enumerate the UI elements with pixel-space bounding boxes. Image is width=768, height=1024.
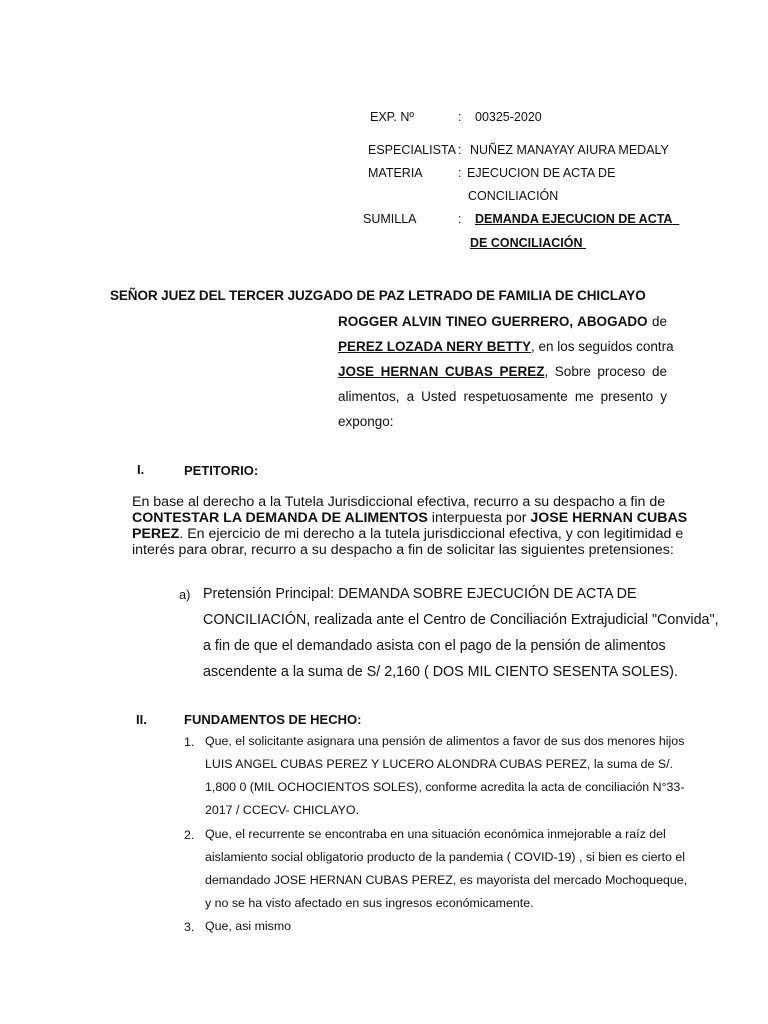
item2-line1: Que, el recurrente se encontraba en una situación económica inmejorable a raíz del: [205, 827, 666, 841]
item2-line2: aislamiento social obligatorio producto de la pandemia ( COVID-19) , si bien es cierto el: [205, 850, 686, 864]
client-name: PEREZ LOZADA NERY BETTY: [338, 339, 532, 354]
petitorio-mid: interpuesta por: [427, 510, 531, 526]
petitorio-line4: interés para obrar, recurro a su despacho a fin de solicitar las siguientes pretensiones:: [132, 542, 674, 558]
defendant-name: JOSE HERNAN CUBAS PEREZ: [338, 364, 545, 379]
petitorio-line3: [132, 526, 687, 542]
sumilla-value-line2: DE CONCILIACIÓN: [470, 236, 583, 250]
item1-line2: LUIS ANGEL CUBAS PEREZ Y LUCERO ALONDRA CUBAS PEREZ, la suma de S/.: [205, 757, 674, 771]
petitorio-line1: En base al derecho a la Tutela Jurisdiccional efectiva, recurro a su despacho a fin de: [132, 494, 666, 510]
section2-title: FUNDAMENTOS DE HECHO:: [184, 712, 362, 727]
pretension-line4: ascendente a la suma de S/ 2,160 ( DOS MIL CIENTO SESENTA SOLES).: [203, 664, 678, 680]
materia-label: MATERIA: [368, 166, 423, 180]
addressee: SEÑOR JUEZ DEL TERCER JUZGADO DE PAZ LETRADO DE FAMILIA DE CHICLAYO: [110, 288, 646, 303]
item3-line1: Que, asi mismo: [205, 919, 292, 933]
exp-separator: :: [458, 110, 462, 124]
item2-text: [205, 823, 687, 915]
especialista-label: ESPECIALISTA: [368, 143, 456, 157]
exp-label: EXP. Nº: [370, 110, 414, 124]
intro-after-defendant: , Sobre proceso de: [544, 364, 668, 379]
pretension-marker: a): [179, 587, 191, 602]
item3-text: [205, 915, 291, 938]
materia-value-line1: EJECUCION DE ACTA DE: [467, 166, 616, 180]
pretension-line2: CONCILIACIÓN, realizada ante el Centro de Conciliación Extrajudicial "Convida",: [203, 612, 719, 628]
sumilla-separator: :: [458, 212, 462, 226]
materia-separator: :: [458, 166, 462, 180]
item1-number: 1.: [184, 735, 195, 749]
especialista-value: NUÑEZ MANAYAY AIURA MEDALY: [470, 143, 669, 157]
exp-value: 00325-2020: [475, 110, 542, 124]
pretension-principal: [203, 581, 719, 685]
intro-after-client: , en los seguidos contra: [531, 339, 674, 354]
pretension-line3: a fin de que el demandado asista con el pago de la pensión de alimentos: [203, 638, 666, 654]
item3-number: 3.: [184, 920, 195, 934]
pretension-line1: Pretensión Principal: DEMANDA SOBRE EJECUCIÓN DE ACTA DE: [203, 586, 637, 602]
item2-number: 2.: [184, 828, 195, 842]
sumilla-label: SUMILLA: [363, 212, 417, 226]
sumilla-value-line1: DEMANDA EJECUCION DE ACTA: [475, 212, 673, 226]
petitorio-line2: [132, 510, 687, 526]
section2-numeral: II.: [136, 712, 147, 727]
intro-line5: expongo:: [338, 414, 394, 429]
intro-paragraph: [338, 309, 674, 434]
petitorio-paragraph: [132, 494, 687, 558]
item1-line1: Que, el solicitante asignara una pensión de alimentos a favor de sus dos menores hijos: [205, 734, 685, 748]
lawyer-name: ROGGER ALVIN TINEO GUERRERO, ABOGADO: [338, 314, 648, 329]
item2-line4: y no se ha visto afectado en sus ingresos económicamente.: [205, 896, 534, 910]
item1-line3: 1,800 0 (MIL OCHOCIENTOS SOLES), conforme acredita la acta de conciliación N°33-: [205, 780, 685, 794]
especialista-separator: :: [458, 143, 462, 157]
item2-line3: demandado JOSE HERNAN CUBAS PEREZ, es mayorista del mercado Mochoqueque,: [205, 873, 688, 887]
petitorio-bold-defendant: JOSE HERNAN CUBAS: [530, 510, 688, 526]
section1-numeral: I.: [137, 462, 145, 477]
petitorio-line3-rest: . En ejercicio de mi derecho a la tutela jurisdiccional efectiva, y con legitimidad e: [179, 526, 684, 542]
petitorio-bold-perez: PEREZ: [132, 526, 180, 542]
materia-value-line2: CONCILIACIÓN: [468, 189, 559, 203]
intro-de: de: [651, 314, 667, 329]
item1-line4: 2017 / CCECV- CHICLAYO.: [205, 803, 360, 817]
intro-line4: alimentos, a Usted respetuosamente me presento y: [338, 389, 667, 404]
item1-text: [205, 730, 684, 822]
petitorio-bold-contestar: CONTESTAR LA DEMANDA DE ALIMENTOS: [132, 510, 428, 526]
section1-title: PETITORIO:: [184, 463, 259, 478]
